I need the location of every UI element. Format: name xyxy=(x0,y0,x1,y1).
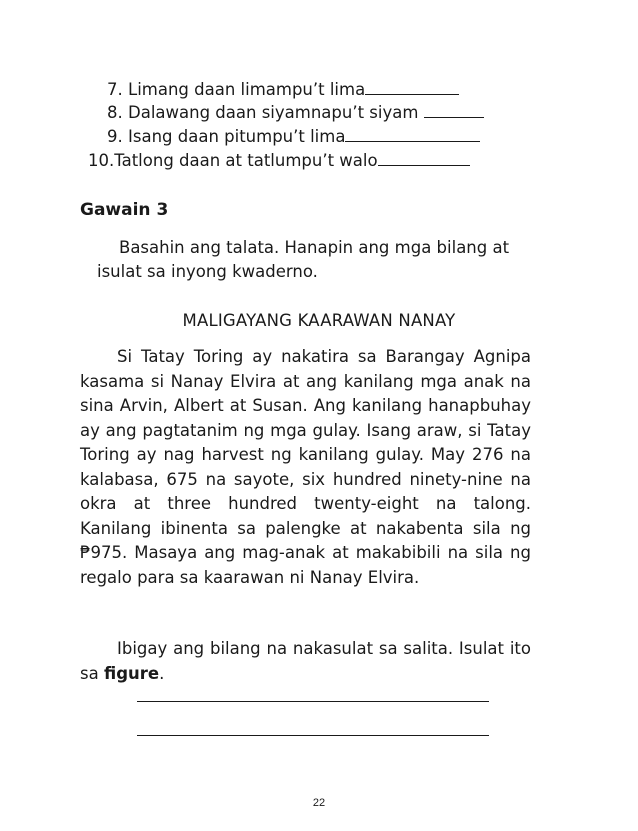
item-text: Limang daan limampu’t lima xyxy=(128,80,366,99)
final-instruction-end: . xyxy=(159,663,165,683)
item-text: Tatlong daan at tatlumpu’t walo xyxy=(114,151,378,170)
story-title: MALIGAYANG KAARAWAN NANAY xyxy=(182,311,456,330)
list-item-7 xyxy=(107,80,459,100)
answer-blank[interactable] xyxy=(345,127,480,142)
item-text: Dalawang daan siyamnapu’t siyam xyxy=(128,103,419,122)
item-text: Isang daan pitumpu’t lima xyxy=(128,127,346,146)
answer-line-1[interactable] xyxy=(137,701,489,702)
story-paragraph: Si Tatay Toring ay nakatira sa Barangay Agnipa kasama si Nanay Elvira at ang kanilang mga anak na sina Arvin, Albert at Susan. Ang kanilang hanapbuhay ay ang pagtatanim ng mga gulay. Isang araw, si Tatay Toring ay nag harvest ng kanilang gulay. May 276 na kalabasa, 675 na sayote, six hundred ninety-nine na okra at three hundred twenty-eight na talong. Kanilang ibinenta sa palengke at nakabenta sila ng ₱975. Masaya ang mag-anak at makabibili na sila ng regalo para sa kaarawan ni Nanay Elvira. xyxy=(80,347,531,587)
activity-heading: Gawain 3 xyxy=(80,200,169,220)
list-item-10 xyxy=(88,151,470,171)
item-number: 8. xyxy=(107,103,123,122)
item-number: 9. xyxy=(107,127,123,146)
list-item-8 xyxy=(107,103,484,123)
instruction-line-1: Basahin ang talata. Hanapin ang mga bilang at xyxy=(119,238,510,257)
page-number: 22 xyxy=(312,797,326,809)
answer-line-2[interactable] xyxy=(137,735,489,736)
item-number: 7. xyxy=(107,80,123,99)
answer-blank[interactable] xyxy=(424,103,484,118)
final-instruction-bold-word: figure xyxy=(103,663,160,683)
answer-blank[interactable] xyxy=(365,80,459,95)
final-instruction xyxy=(80,637,531,686)
instruction-line-2: isulat sa inyong kwaderno. xyxy=(97,262,318,281)
final-instruction-text: Ibigay ang bilang na nakasulat sa salita. Isulat ito sa xyxy=(80,639,531,683)
item-number: 10. xyxy=(88,151,115,170)
list-item-9 xyxy=(107,127,480,147)
answer-blank[interactable] xyxy=(378,151,470,166)
